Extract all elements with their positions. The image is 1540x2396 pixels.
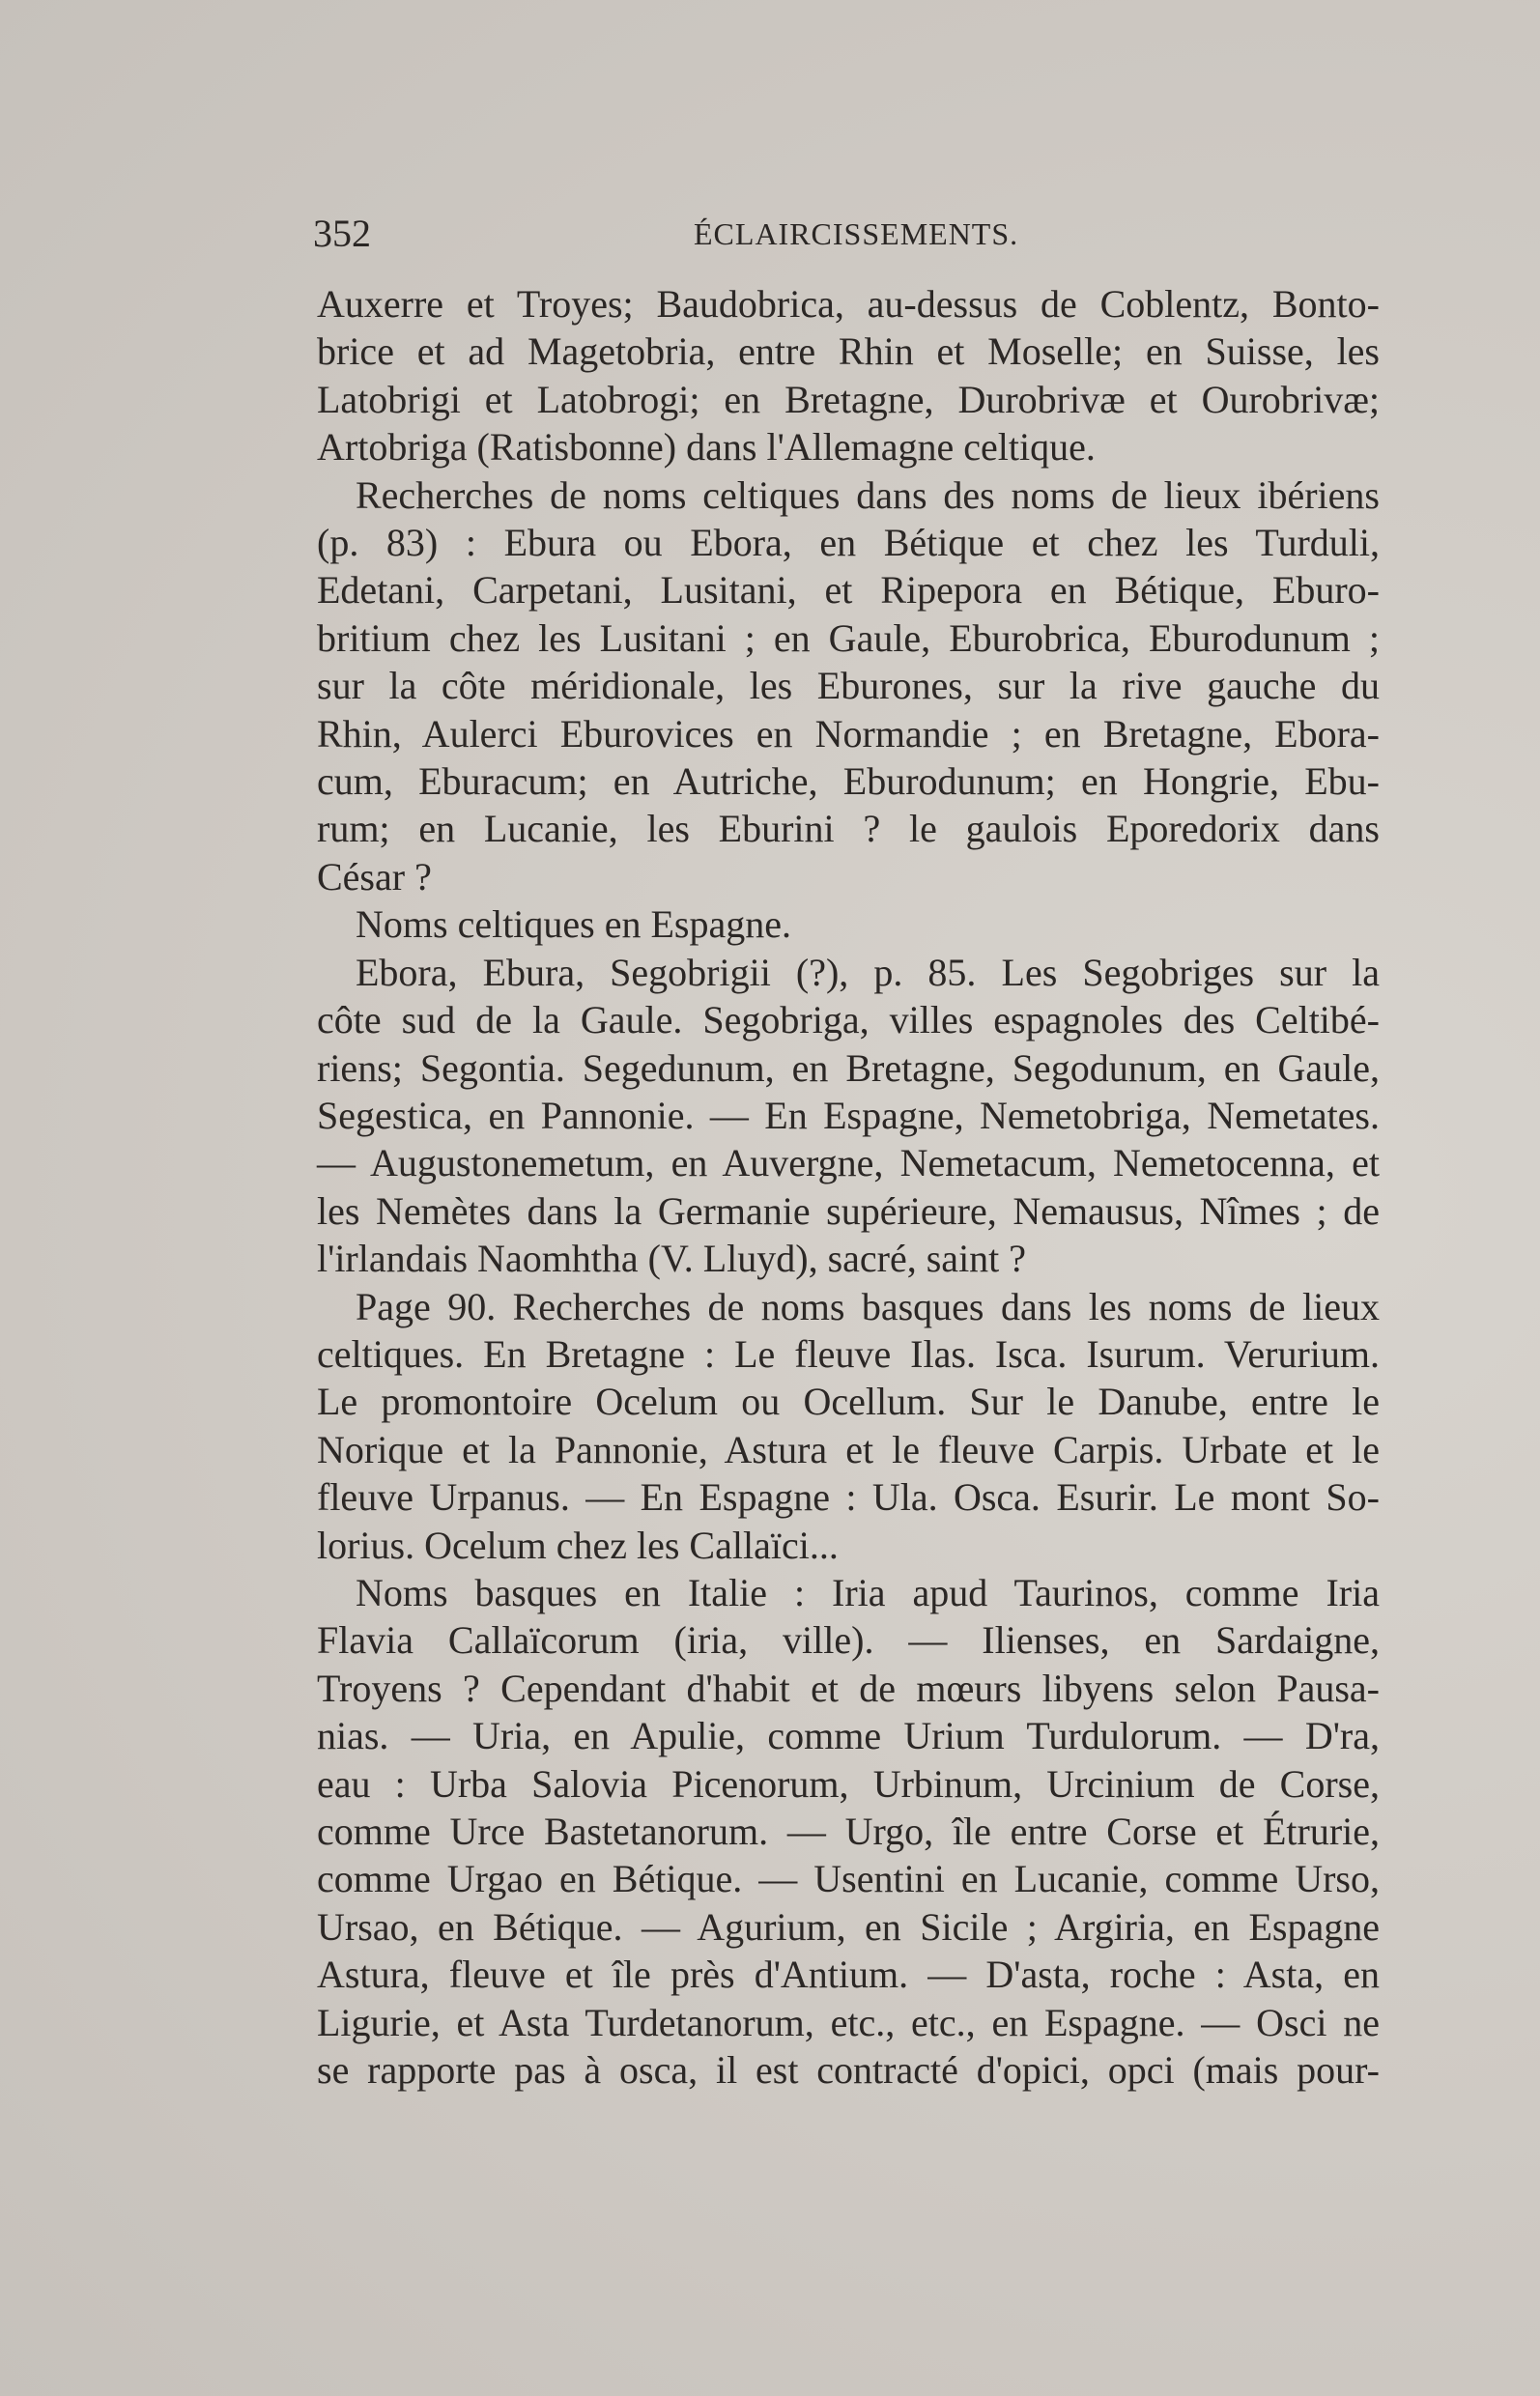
running-title: ÉCLAIRCISSEMENTS. — [694, 216, 1019, 251]
text-line: Flavia Callaïcorum (iria, ville). — Ilienses, en Sardaigne, — [317, 1618, 1380, 1663]
text-line: Noms celtiques en Espagne. — [356, 902, 791, 947]
text-line: Norique et la Pannonie, Astura et le fleuve Carpis. Urbate et le — [317, 1427, 1380, 1471]
text-line: fleuve Urpanus. — En Espagne : Ula. Osca. Esurir. Le mont So- — [317, 1475, 1380, 1520]
text-line: nias. — Uria, en Apulie, comme Urium Turdulorum. — D'ra, — [317, 1714, 1380, 1758]
text-line: sur la côte méridionale, les Eburones, sur la rive gauche du — [317, 664, 1380, 708]
text-line: comme Urce Bastetanorum. — Urgo, île entre Corse et Étrurie, — [317, 1810, 1380, 1853]
text-line: Artobriga (Ratisbonne) dans l'Allemagne celtique. — [317, 425, 1096, 470]
text-line: l'irlandais Naomhtha (V. Lluyd), sacré, saint ? — [317, 1237, 1027, 1281]
text-line: britium chez les Lusitani ; en Gaule, Eburobrica, Eburodunum ; — [317, 615, 1380, 660]
text-line: Rhin, Aulerci Eburovices en Normandie ; en Bretagne, Ebora- — [317, 711, 1380, 756]
text-line: Latobrigi et Latobrogi; en Bretagne, Durobrivæ et Ourobrivæ; — [317, 377, 1380, 421]
text-line: César ? — [317, 854, 432, 898]
text-line: Ligurie, et Asta Turdetanorum, etc., etc., en Espagne. — Osci ne — [317, 2000, 1380, 2044]
text-line: Le promontoire Ocelum ou Ocellum. Sur le Danube, entre le — [317, 1380, 1380, 1424]
text-line: eau : Urba Salovia Picenorum, Urbinum, Urcinium de Corse, — [317, 1761, 1380, 1806]
text-line: Noms basques en Italie : Iria apud Taurinos, comme Iria — [356, 1570, 1380, 1614]
text-line: riens; Segontia. Segedunum, en Bretagne, Segodunum, en Gaule, — [317, 1045, 1380, 1090]
text-line: Page 90. Recherches de noms basques dans les noms de lieux — [356, 1284, 1380, 1328]
text-line: Ebora, Ebura, Segobrigii (?), p. 85. Les Segobriges sur la — [356, 950, 1380, 994]
text-line: — Augustonemetum, en Auvergne, Nemetacum, Nemetocenna, et — [317, 1141, 1380, 1185]
text-line: Recherches de noms celtiques dans des noms de lieux ibériens — [356, 472, 1380, 517]
text-line: Astura, fleuve et île près d'Antium. — D'asta, roche : Asta, en — [317, 1953, 1380, 1997]
text-line: les Nemètes dans la Germanie supérieure, Nemausus, Nîmes ; de — [317, 1188, 1380, 1233]
page-header — [313, 211, 1376, 269]
page-number: 352 — [313, 212, 371, 255]
text-line: Segestica, en Pannonie. — En Espagne, Nemetobriga, Nemetates. — [317, 1093, 1380, 1137]
text-line: Troyens ? Cependant d'habit et de mœurs libyens selon Pausa- — [317, 1666, 1380, 1710]
text-line: Edetani, Carpetani, Lusitani, et Ripepora en Bétique, Eburo- — [317, 568, 1380, 613]
text-line: (p. 83) : Ebura ou Ebora, en Bétique et chez les Turduli, — [317, 521, 1380, 565]
text-line: Auxerre et Troyes; Baudobrica, au-dessus de Coblentz, Bonto- — [317, 282, 1380, 326]
text-line: se rapporte pas à osca, il est contracté d'opici, opci (mais pour- — [317, 2048, 1380, 2093]
text-line: celtiques. En Bretagne : Le fleuve Ilas. Isca. Isurum. Verurium. — [317, 1331, 1380, 1376]
text-line: rum; en Lucanie, les Eburini ? le gaulois Eporedorix dans — [317, 807, 1380, 851]
text-line: cum, Eburacum; en Autriche, Eburodunum; en Hongrie, Ebu- — [317, 759, 1380, 804]
text-line: comme Urgao en Bétique. — Usentini en Lucanie, comme Urso, — [317, 1857, 1380, 1901]
text-line: lorius. Ocelum chez les Callaïci... — [317, 1523, 839, 1567]
text-line: côte sud de la Gaule. Segobriga, villes espagnoles des Celtibé- — [317, 998, 1380, 1042]
text-line: Ursao, en Bétique. — Agurium, en Sicile ; Argiria, en Espagne — [317, 1904, 1380, 1949]
body-text — [317, 280, 1380, 2094]
text-line: brice et ad Magetobria, entre Rhin et Moselle; en Suisse, les — [317, 329, 1380, 374]
